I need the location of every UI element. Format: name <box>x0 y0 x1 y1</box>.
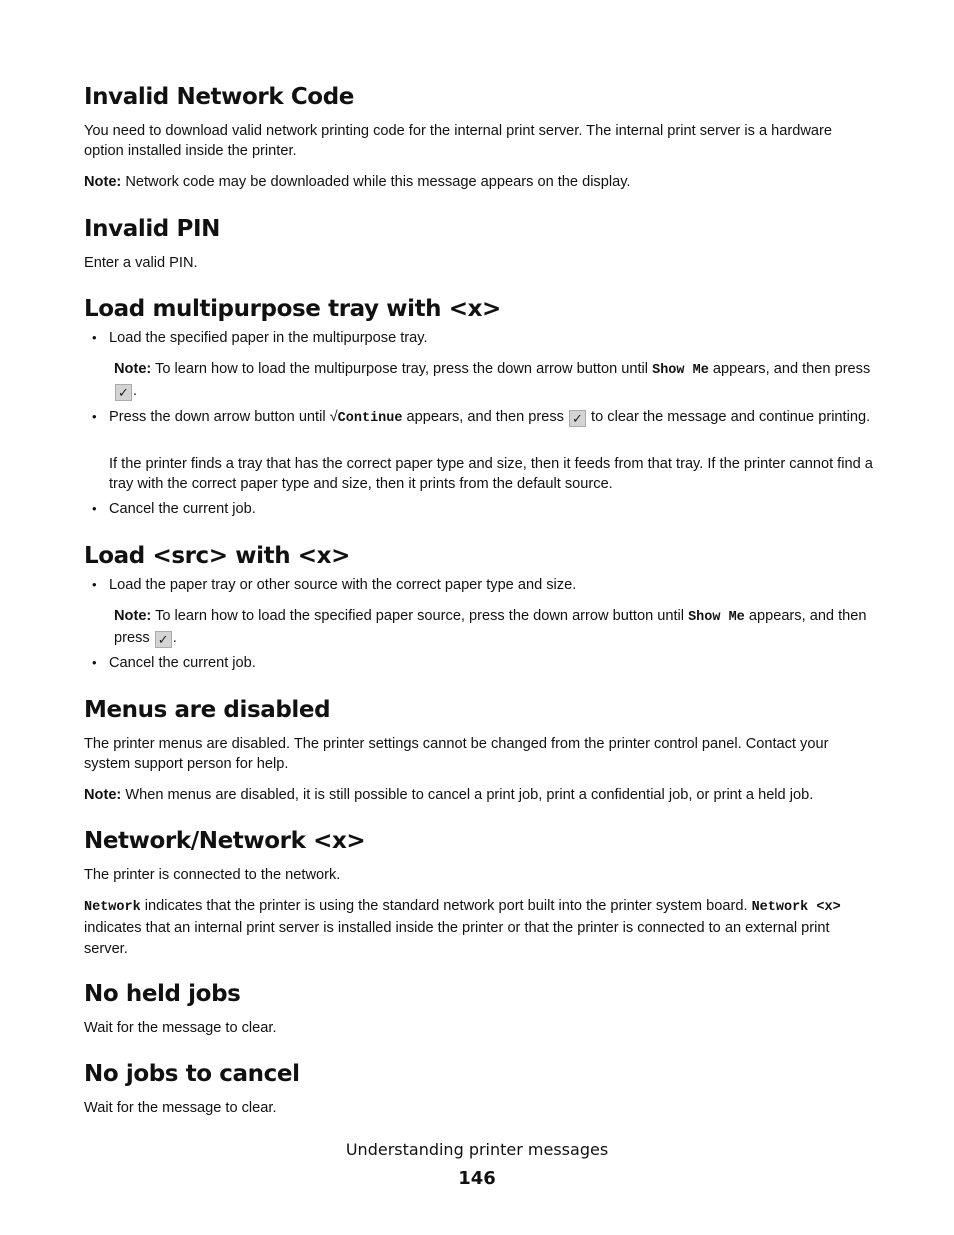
heading-no-jobs-to-cancel: No jobs to cancel <box>84 1061 300 1087</box>
paragraph: If the printer finds a tray that has the correct paper type and size, then it feeds from that tray. If the printer cannot find a tray with the correct paper type and size, then it prints from the default source. <box>109 456 873 492</box>
note-text: . <box>133 383 138 399</box>
bullet-icon: • <box>92 577 97 592</box>
text: indicates that the printer is using the standard network port built into the printer system board. <box>140 898 752 914</box>
continue-code: Continue <box>337 411 403 426</box>
text: appears, and then press <box>402 409 568 425</box>
bullet-icon: • <box>92 501 97 516</box>
text: Press the down arrow button until <box>109 409 330 425</box>
paragraph: Wait for the message to clear. <box>84 1020 277 1036</box>
footer-title: Understanding printer messages <box>345 1140 609 1159</box>
list-item-text: Cancel the current job. <box>109 655 256 671</box>
text: to clear the message and continue printing. <box>587 409 871 425</box>
note-text: To learn how to load the multipurpose tray, press the down arrow button until <box>151 361 653 377</box>
paragraph: You need to download valid network printing code for the internal print server. The internal print server is a hardware option installed inside the printer. <box>84 123 832 159</box>
note-text: To learn how to load the specified paper source, press the down arrow button until <box>151 608 689 624</box>
paragraph: The printer menus are disabled. The printer settings cannot be changed from the printer control panel. Contact your system support person for help. <box>84 736 829 772</box>
show-me-code: Show Me <box>688 610 745 625</box>
note-label: Note: <box>114 361 152 377</box>
page-number: 146 <box>458 1168 496 1189</box>
paragraph: Wait for the message to clear. <box>84 1100 277 1116</box>
heading-menus-disabled: Menus are disabled <box>84 697 331 723</box>
note <box>114 606 874 649</box>
heading-invalid-network-code: Invalid Network Code <box>84 84 354 110</box>
heading-invalid-pin: Invalid PIN <box>84 216 220 242</box>
bullet-icon: • <box>92 330 97 345</box>
note-label: Note: <box>84 787 122 803</box>
show-me-code: Show Me <box>652 363 709 378</box>
sqrt-icon: √ <box>329 409 338 425</box>
text: indicates that an internal print server is installed inside the printer or that the printer is connected to an external print server. <box>84 920 830 957</box>
network-x-code: Network <x> <box>751 900 841 915</box>
note-text: appears, and then press <box>708 361 871 377</box>
check-button-icon: ✓ <box>569 410 586 427</box>
heading-no-held-jobs: No held jobs <box>84 981 241 1007</box>
list-item-text: Load the paper tray or other source with the correct paper type and size. <box>109 577 577 593</box>
network-code: Network <box>84 900 141 915</box>
heading-load-multipurpose-tray: Load multipurpose tray with <x> <box>84 296 501 322</box>
bullet-icon: • <box>92 409 97 424</box>
check-button-icon: ✓ <box>155 631 172 648</box>
note-text: appears, and then press <box>114 608 867 646</box>
note-label: Note: <box>84 174 122 190</box>
note-label: Note: <box>114 608 152 624</box>
heading-network: Network/Network <x> <box>84 828 366 854</box>
check-button-icon: ✓ <box>115 384 132 401</box>
note-text: . <box>172 630 177 646</box>
list-item-text: Load the specified paper in the multipurpose tray. <box>109 330 428 346</box>
note <box>84 172 874 192</box>
paragraph: The printer is connected to the network. <box>84 867 341 883</box>
paragraph <box>84 896 874 960</box>
list-item-text <box>109 407 874 429</box>
list-item-text: Cancel the current job. <box>109 501 256 517</box>
note-text: When menus are disabled, it is still possible to cancel a print job, print a confidential job, or print a held job. <box>121 787 814 803</box>
note-text: Network code may be downloaded while this message appears on the display. <box>121 174 631 190</box>
heading-load-src: Load <src> with <x> <box>84 543 350 569</box>
note <box>114 359 874 402</box>
bullet-icon: • <box>92 655 97 670</box>
note <box>84 785 874 805</box>
paragraph: Enter a valid PIN. <box>84 255 198 271</box>
